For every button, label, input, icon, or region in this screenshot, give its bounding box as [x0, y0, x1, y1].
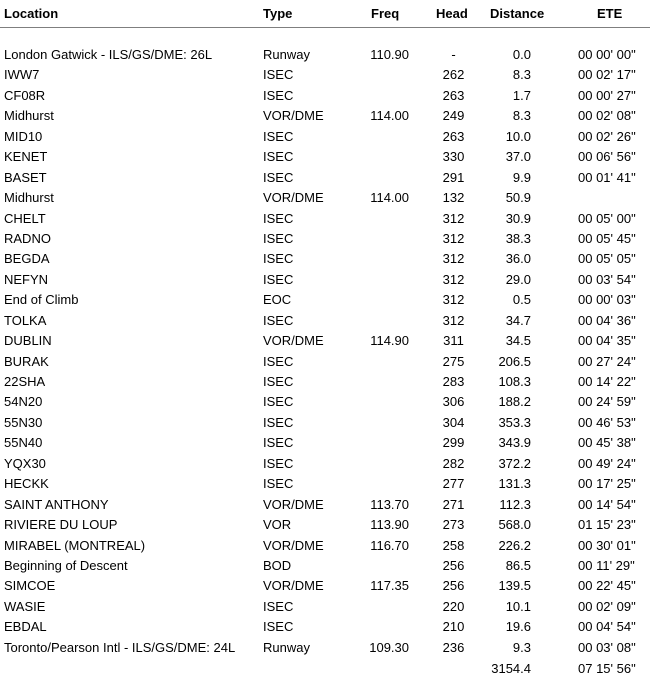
distance-cell: 226.2 [498, 537, 531, 553]
table-row[interactable] [0, 332, 650, 352]
type-cell: ISEC [263, 128, 294, 144]
distance-cell: 112.3 [499, 496, 531, 512]
head-cell: 262 [442, 67, 465, 83]
head-cell: 311 [443, 333, 464, 349]
location-cell: MIRABEL (MONTREAL) [4, 537, 146, 553]
table-row[interactable] [0, 618, 650, 638]
location-cell: End of Climb [4, 292, 79, 308]
head-cell: - [451, 47, 456, 62]
ete-cell: 00 02' 17" [578, 67, 636, 83]
head-cell: 249 [442, 108, 465, 124]
head-cell: 210 [442, 619, 465, 635]
ete-cell: 00 00' 03" [578, 292, 636, 308]
ete-cell: 00 24' 59" [578, 394, 636, 410]
distance-cell: 36.0 [505, 251, 531, 267]
freq-cell: 114.00 [370, 108, 409, 124]
freq-cell: 110.90 [370, 47, 409, 62]
location-cell: KENET [4, 149, 48, 165]
head-cell: 275 [442, 353, 465, 369]
distance-cell: 19.6 [505, 619, 531, 635]
type-cell: VOR/DME [263, 190, 324, 206]
distance-cell: 38.3 [505, 230, 531, 246]
table-row[interactable] [0, 128, 650, 148]
location-cell: IWW7 [4, 67, 40, 83]
table-row[interactable] [0, 639, 650, 659]
head-cell: 312 [442, 292, 465, 308]
distance-cell: 188.2 [498, 394, 531, 410]
location-cell: 22SHA [4, 374, 46, 389]
type-cell: VOR/DME [263, 496, 324, 512]
ete-cell: 00 17' 25" [578, 476, 636, 492]
type-cell: ISEC [263, 169, 294, 185]
table-row[interactable] [0, 496, 650, 516]
head-cell: 312 [442, 230, 465, 246]
location-cell: BASET [4, 169, 47, 185]
ete-cell: 00 14' 22" [578, 374, 636, 389]
head-cell: 256 [442, 578, 465, 594]
column-header-location[interactable]: Location [4, 6, 59, 21]
table-row[interactable] [0, 210, 650, 230]
freq-cell: 117.35 [370, 578, 409, 594]
distance-cell: 34.5 [505, 333, 531, 349]
ete-cell: 00 03' 54" [578, 271, 636, 287]
ete-cell: 00 49' 24" [578, 455, 636, 471]
table-row[interactable] [0, 537, 650, 557]
type-cell: ISEC [263, 271, 294, 287]
location-cell: DUBLIN [4, 333, 52, 349]
distance-cell: 343.9 [498, 435, 531, 451]
type-cell: ISEC [263, 374, 294, 389]
ete-cell: 00 14' 54" [578, 496, 636, 512]
ete-cell: 01 15' 23" [578, 517, 636, 533]
location-cell: WASIE [4, 598, 46, 614]
location-cell: 55N40 [4, 435, 43, 451]
type-cell: ISEC [263, 455, 294, 471]
ete-cell: 00 45' 38" [578, 435, 636, 451]
column-header-distance[interactable]: Distance [490, 6, 545, 21]
head-cell: 220 [442, 598, 465, 614]
distance-cell: 30.9 [505, 210, 531, 226]
table-row[interactable] [0, 66, 650, 86]
column-header-type[interactable]: Type [263, 6, 293, 21]
table-row[interactable] [0, 250, 650, 270]
ete-cell: 00 04' 36" [578, 312, 636, 328]
location-cell: SAINT ANTHONY [4, 496, 109, 512]
location-cell: Midhurst [4, 190, 54, 206]
type-cell: ISEC [263, 414, 294, 430]
distance-cell: 0.0 [512, 47, 531, 62]
distance-cell: 34.7 [505, 312, 531, 328]
type-cell: ISEC [263, 353, 294, 369]
distance-cell: 50.9 [505, 190, 531, 206]
location-cell: 55N30 [4, 414, 43, 430]
location-cell: RADNO [4, 230, 51, 246]
freq-cell: 109.30 [369, 639, 409, 655]
table-row[interactable] [0, 189, 650, 209]
distance-cell: 206.5 [498, 353, 531, 369]
location-cell: 54N20 [4, 394, 43, 410]
head-cell: 299 [442, 435, 465, 451]
table-row[interactable] [0, 148, 650, 168]
ete-cell: 00 05' 05" [578, 251, 636, 267]
type-cell: VOR/DME [263, 333, 324, 349]
type-cell: ISEC [263, 87, 294, 103]
ete-cell: 00 02' 26" [578, 128, 636, 144]
type-cell: ISEC [263, 210, 294, 226]
location-cell: YQX30 [4, 455, 46, 471]
ete-cell: 00 02' 08" [578, 108, 636, 124]
distance-cell: 108.3 [498, 374, 531, 389]
table-row[interactable] [0, 230, 650, 250]
location-cell: BURAK [4, 353, 49, 369]
type-cell: Runway [263, 639, 310, 655]
freq-cell: 113.90 [370, 517, 409, 533]
location-cell: Beginning of Descent [4, 557, 128, 573]
total-ete: 07 15' 56" [578, 661, 636, 676]
head-cell: 277 [442, 476, 465, 492]
distance-cell: 86.5 [505, 557, 531, 573]
head-cell: 306 [442, 394, 465, 410]
head-cell: 271 [442, 496, 465, 512]
type-cell: Runway [263, 47, 310, 62]
column-header-head[interactable]: Head [436, 6, 468, 21]
ete-cell: 00 27' 24" [578, 353, 636, 369]
type-cell: ISEC [263, 230, 294, 246]
freq-cell: 114.90 [370, 333, 409, 349]
table-row[interactable] [0, 87, 650, 107]
flight-plan-table [0, 46, 650, 659]
type-cell: ISEC [263, 312, 294, 328]
location-cell: BEGDA [4, 251, 50, 267]
ete-cell: 00 30' 01" [578, 537, 636, 553]
distance-cell: 37.0 [505, 149, 531, 165]
location-cell: EBDAL [4, 619, 47, 635]
head-cell: 312 [442, 251, 465, 267]
freq-cell: 114.00 [370, 190, 409, 206]
type-cell: VOR/DME [263, 537, 324, 553]
table-row[interactable] [0, 598, 650, 618]
table-row[interactable] [0, 107, 650, 127]
location-cell: HECKK [4, 476, 49, 492]
head-cell: 258 [442, 537, 465, 553]
table-row[interactable] [0, 557, 650, 577]
head-cell: 256 [442, 557, 465, 573]
head-cell: 283 [442, 374, 465, 389]
ete-cell: 00 00' 27" [578, 87, 636, 103]
table-row[interactable] [0, 414, 650, 434]
head-cell: 132 [442, 190, 465, 206]
location-cell: Midhurst [4, 108, 54, 124]
distance-cell: 8.3 [512, 108, 531, 124]
table-row[interactable] [0, 577, 650, 597]
type-cell: ISEC [263, 149, 294, 165]
distance-cell: 10.1 [505, 598, 531, 614]
location-cell: SIMCOE [4, 578, 56, 594]
distance-cell: 9.9 [512, 169, 531, 185]
head-cell: 282 [442, 455, 465, 471]
distance-cell: 10.0 [505, 128, 531, 144]
head-cell: 312 [442, 271, 465, 287]
table-row[interactable] [0, 373, 650, 393]
location-cell: NEFYN [4, 271, 49, 287]
distance-cell: 8.3 [512, 67, 531, 83]
ete-cell: 00 00' 00" [578, 47, 636, 62]
distance-cell: 372.2 [498, 455, 531, 471]
ete-cell: 00 01' 41" [578, 169, 636, 185]
location-cell: TOLKA [4, 312, 47, 328]
type-cell: EOC [263, 292, 292, 308]
distance-cell: 353.3 [498, 414, 531, 430]
ete-cell: 00 06' 56" [578, 149, 636, 165]
table-row[interactable] [0, 291, 650, 311]
head-cell: 273 [442, 517, 465, 533]
location-cell: CHELT [4, 210, 46, 226]
location-cell: Toronto/Pearson Intl - ILS/GS/DME: 24L [4, 639, 236, 655]
head-cell: 263 [442, 87, 465, 103]
distance-cell: 139.5 [498, 578, 531, 594]
ete-cell: 00 02' 09" [578, 598, 636, 614]
type-cell: ISEC [263, 598, 294, 614]
distance-cell: 131.3 [498, 476, 531, 492]
ete-cell: 00 04' 54" [578, 619, 636, 635]
type-cell: ISEC [263, 476, 294, 492]
freq-cell: 116.70 [370, 537, 409, 553]
freq-cell: 113.70 [370, 496, 409, 512]
ete-cell: 00 03' 08" [578, 639, 636, 655]
head-cell: 291 [442, 169, 465, 185]
head-cell: 236 [442, 639, 465, 655]
head-cell: 304 [442, 414, 465, 430]
location-cell: MID10 [4, 128, 43, 144]
location-cell: London Gatwick - ILS/GS/DME: 26L [4, 47, 213, 62]
distance-cell: 29.0 [505, 271, 531, 287]
type-cell: ISEC [263, 251, 294, 267]
total-distance: 3154.4 [491, 661, 531, 676]
table-row[interactable] [0, 353, 650, 373]
location-cell: CF08R [4, 87, 46, 103]
ete-cell: 00 04' 35" [578, 333, 636, 349]
table-row[interactable] [0, 312, 650, 332]
ete-cell: 00 11' 29" [578, 557, 635, 573]
table-header [0, 0, 650, 28]
type-cell: BOD [263, 557, 292, 573]
table-row[interactable] [0, 46, 650, 66]
table-row[interactable] [0, 475, 650, 495]
table-row[interactable] [0, 516, 650, 536]
type-cell: ISEC [263, 619, 294, 635]
type-cell: ISEC [263, 435, 294, 451]
table-row[interactable] [0, 455, 650, 475]
head-cell: 312 [442, 312, 465, 328]
table-row[interactable] [0, 434, 650, 454]
type-cell: ISEC [263, 67, 294, 83]
table-row[interactable] [0, 393, 650, 413]
column-header-ete[interactable]: ETE [597, 6, 623, 21]
ete-cell: 00 05' 45" [578, 230, 636, 246]
ete-cell: 00 22' 45" [578, 578, 636, 594]
column-header-freq[interactable]: Freq [371, 6, 400, 21]
table-row[interactable] [0, 169, 650, 189]
location-cell: RIVIERE DU LOUP [4, 517, 118, 533]
head-cell: 263 [442, 128, 465, 144]
table-row[interactable] [0, 271, 650, 291]
ete-cell: 00 05' 00" [578, 210, 636, 226]
ete-cell: 00 46' 53" [578, 414, 636, 430]
type-cell: ISEC [263, 394, 294, 410]
distance-cell: 568.0 [498, 517, 531, 533]
type-cell: VOR/DME [263, 108, 324, 124]
head-cell: 330 [442, 149, 465, 165]
distance-cell: 0.5 [512, 292, 531, 308]
distance-cell: 1.7 [512, 87, 531, 103]
totals-row [0, 660, 650, 678]
distance-cell: 9.3 [512, 639, 531, 655]
head-cell: 312 [442, 210, 465, 226]
type-cell: VOR [263, 517, 292, 533]
type-cell: VOR/DME [263, 578, 324, 594]
